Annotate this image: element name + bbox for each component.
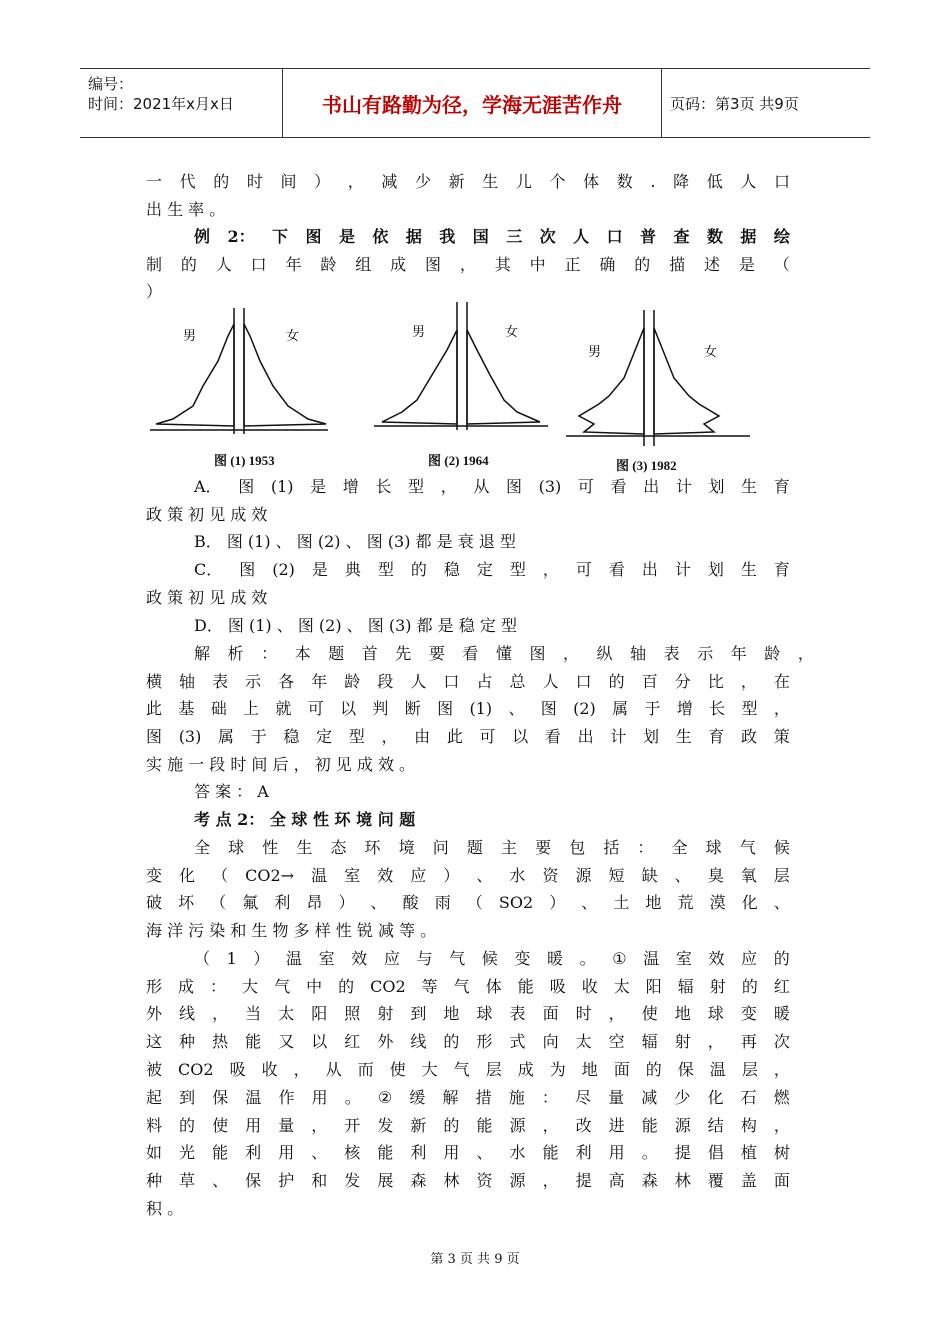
female-label: 女 (505, 325, 519, 340)
section-heading: 考 点 2： 全 球 性 环 境 问 题 (194, 810, 416, 829)
text-line: 政 策 初 见 成 效 (146, 505, 268, 524)
paragraph-line: 积 。 (146, 1199, 184, 1218)
paragraph-line: 全 球 性 生 态 环 境 问 题 主 要 包 括 ： 全 球 气 候 (194, 838, 790, 857)
figure-caption: 图 (3) 1982 (616, 458, 677, 473)
figure-caption: 图 (1) 1953 (214, 453, 275, 468)
paragraph-line: （ 1 ） 温 室 效 应 与 气 候 变 暖 。 ① 温 室 效 应 的 (194, 949, 790, 968)
paragraph-line: 种 草 、 保 护 和 发 展 森 林 资 源 ， 提 高 森 林 覆 盖 面 (146, 1171, 790, 1190)
analysis-line: 此 基 础 上 就 可 以 判 断 图 (1) 、 图 (2) 属 于 增 长 型 ， (146, 699, 790, 718)
page-footer: 第 3 页 共 9 页 (430, 1252, 520, 1267)
answer-line: 答 案 ： A (194, 782, 269, 801)
text-line: 政 策 初 见 成 效 (146, 588, 268, 607)
option-b: B． 图 (1) 、 图 (2) 、 图 (3) 都 是 衰 退 型 (194, 532, 516, 551)
analysis-line: 实 施 一 段 时 间 后 ， 初 见 成 效 。 (146, 755, 416, 774)
text-line: 一 代 的 时 间 ） ， 减 少 新 生 儿 个 体 数 . 降 低 人 口 (146, 172, 790, 191)
paragraph-line: 被 CO2 吸 收 ， 从 而 使 大 气 层 成 为 地 面 的 保 温 层 ， (146, 1060, 790, 1079)
female-label: 女 (286, 329, 300, 344)
option-a: A． 图 (1) 是 增 长 型 ， 从 图 (3) 可 看 出 计 划 生 育 (194, 477, 790, 496)
female-label: 女 (704, 345, 718, 360)
paragraph-line: 如 光 能 利 用 、 核 能 利 用 、 水 能 利 用 。 提 倡 植 树 (146, 1143, 790, 1162)
header-meta (80, 69, 283, 137)
paragraph-line: 形 成 ： 大 气 中 的 CO2 等 气 体 能 吸 收 太 阳 辐 射 的 红 (146, 977, 790, 996)
paragraph-line: 起 到 保 温 作 用 。 ② 缓 解 措 施 ： 尽 量 减 少 化 石 燃 (146, 1088, 790, 1107)
male-label: 男 (588, 345, 602, 360)
header-motto: 书山有路勤为径，学海无涯苦作舟 (283, 69, 662, 137)
option-c: C． 图 (2) 是 典 型 的 稳 定 型 ， 可 看 出 计 划 生 育 (194, 560, 790, 579)
figure-caption: 图 (2) 1964 (428, 453, 489, 468)
paragraph-line: 外 线 ， 当 太 阳 照 射 到 地 球 表 面 时 ， 使 地 球 变 暖 (146, 1004, 790, 1023)
time-label: 时间：2021年x月x日 (88, 95, 234, 113)
paragraph-line: 海 洋 污 染 和 生 物 多 样 性 锐 减 等 。 (146, 921, 437, 940)
analysis-line: 横 轴 表 示 各 年 龄 段 人 口 占 总 人 口 的 百 分 比 ， 在 (146, 672, 790, 691)
header-page-label: 页码：第3页 共9页 (670, 94, 799, 113)
number-label: 编号： (88, 75, 134, 93)
option-d: D． 图 (1) 、 图 (2) 、 图 (3) 都 是 稳 定 型 (194, 616, 517, 635)
paragraph-line: 变 化 （ CO2→ 温 室 效 应 ） 、 水 资 源 短 缺 、 臭 氧 层 (146, 866, 790, 885)
pyramid-1964 (372, 300, 552, 440)
pyramid-1953 (148, 306, 334, 446)
text-line: 出 生 率 。 (146, 200, 226, 219)
pyramid-1982 (564, 308, 754, 454)
text-line: 制 的 人 口 年 龄 组 成 图 ， 其 中 正 确 的 描 述 是 （ (146, 255, 790, 274)
male-label: 男 (412, 325, 426, 340)
paragraph-line: 这 种 热 能 又 以 红 外 线 的 形 式 向 太 空 辐 射 ， 再 次 (146, 1032, 790, 1051)
paragraph-line: 破 坏 （ 氟 利 昂 ） 、 酸 雨 （ SO2 ） 、 土 地 荒 漠 化 、 (146, 893, 790, 912)
analysis-line: 图 (3) 属 于 稳 定 型 ， 由 此 可 以 看 出 计 划 生 育 政 策 (146, 727, 790, 746)
text-line: ） (146, 282, 163, 301)
male-label: 男 (183, 329, 197, 344)
page-header (80, 68, 870, 138)
paragraph-line: 料 的 使 用 量 ， 开 发 新 的 能 源 ， 改 进 能 源 结 构 ， (146, 1116, 790, 1135)
example-heading: 例 2： 下 图 是 依 据 我 国 三 次 人 口 普 查 数 据 绘 (194, 227, 790, 246)
analysis-line: 解 析 ： 本 题 首 先 要 看 懂 图 ， 纵 轴 表 示 年 龄 ， (194, 644, 814, 663)
